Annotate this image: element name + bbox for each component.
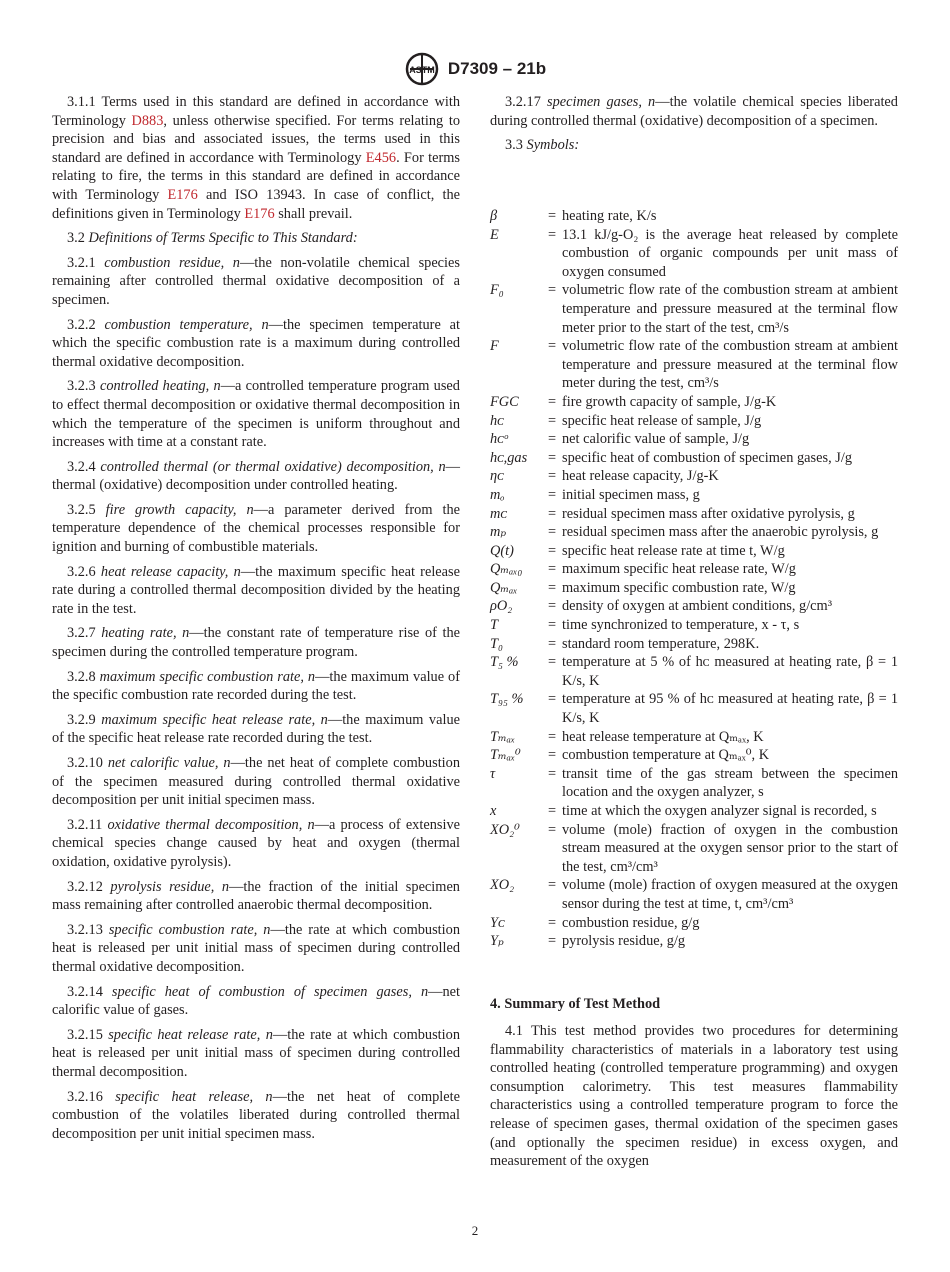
definition-term: net calorific value, n [107,755,231,771]
equals-sign: = [547,412,557,429]
symbol-row [490,635,898,654]
symbol: β [490,208,498,224]
definition-term: heating rate, n [101,625,190,642]
definition-term: controlled heating, n [99,378,221,395]
symbol-row [490,281,898,337]
section-4-title: 4. Summary of Test Method [490,996,661,1012]
symbol-row [490,914,898,933]
equals-sign: = [547,821,557,838]
symbol-definition: maximum specific heat release rate, W/g [562,561,796,578]
symbol-row [490,616,898,635]
left-paragraph: 3.2.10 net calorific value, n—the net heat of complete combustion of the specimen measured during controlled thermal oxidative decomposition per unit initial specimen mass. [52,755,461,809]
symbol-row [490,412,898,431]
right-paragraph: 3.3 Symbols: [505,137,580,154]
symbol-definition: volumetric flow rate of the combustion stream at ambient temperature and pressure measured at the terminal flow meter during the test, cm³/s [562,338,898,392]
equals-sign: = [547,486,557,503]
equals-sign: = [547,226,557,243]
symbol-definition: specific heat release rate at time t, W/g [562,542,785,559]
symbol-definition: 13.1 kJ/g-O₂ is the average heat released by complete combustion of organic compounds per unit mass of oxygen consumed [562,226,898,280]
symbol-row [490,449,898,468]
left-paragraph: 3.2.14 specific heat of combustion of specimen gases, n—net calorific value of gases. [52,983,460,1019]
symbol-definition: pyrolysis residue, g/g [562,933,686,950]
equals-sign: = [547,505,557,522]
reference-link[interactable]: E176 [244,205,275,222]
symbol-definition: transit time of the gas stream between the specimen location and the oxygen analyzer, s [562,765,898,801]
equals-sign: = [547,691,557,708]
symbol: hᴄᵒ [490,431,508,448]
symbol: ρO₂ [490,598,513,615]
definition-term: specific combustion rate, n [108,921,271,938]
symbol: XO₂ [490,877,515,894]
equals-sign: = [547,542,557,559]
symbol-definition: density of oxygen at ambient conditions, g/cm³ [562,598,833,615]
symbol-definition: fire growth capacity of sample, J/g-K [562,393,777,410]
symbol: Qₘₐₓ [490,579,518,596]
symbol: E [490,226,499,243]
symbol-row [490,932,898,951]
symbol-definition: maximum specific combustion rate, W/g [562,579,796,596]
left-paragraph: 3.2.6 heat release capacity, n—the maximum specific heat release rate during a controlled thermal decomposition divided by the heating rate in the test. [52,563,460,617]
symbol-row [490,207,898,226]
equals-sign: = [547,635,557,652]
left-paragraph: 3.2.8 maximum specific combustion rate, n—the maximum value of the specific combustion rate recorded during the test. [52,668,460,704]
left-paragraph: 3.2.15 specific heat release rate, n—the rate at which combustion heat is released per unit initial mass of specimen during controlled thermal decomposition. [52,1026,460,1080]
equals-sign: = [547,877,557,894]
left-paragraph: 3.2.11 oxidative thermal decomposition, n—a process of extensive chemical species change caused by heat and oxygen (thermal oxidation, oxidative pyrolysis). [52,816,460,870]
symbol: F [490,338,499,355]
left-paragraph: 3.2.12 pyrolysis residue, n—the fraction of the initial specimen mass remaining after controlled anaerobic thermal decomposition. [52,878,460,914]
symbol-definition: volumetric flow rate of the combustion stream at ambient temperature and pressure measured at the terminal flow meter prior to the start of the test, cm³/s [562,282,898,336]
reference-link[interactable]: D883 [131,112,164,129]
symbol-definition: temperature at 95 % of hᴄ measured at heating rate, β = 1 K/s, K [562,691,898,727]
symbol: Tₘₐₓ⁰ [490,747,521,764]
definition-term: specimen gases, n [546,94,656,110]
symbol: ηᴄ [490,468,504,485]
page-header [0,52,950,86]
symbol-definition: combustion residue, g/g [562,914,700,931]
reference-link[interactable]: E456 [365,149,397,166]
symbol-row [490,542,898,561]
symbol-definition: specific heat release of sample, J/g [562,412,762,429]
symbol-row [490,226,898,282]
left-paragraph: 3.2.5 fire growth capacity, n—a parameter derived from the temperature dependence of the chemical processes responsible for ignition and burning of combustible materials. [52,501,460,556]
left-paragraph: 3.2.13 specific combustion rate, n—the rate at which combustion heat is released per unit initial mass of specimen during controlled thermal oxidative decomposition. [52,921,460,975]
definition-term: oxidative thermal decomposition, n [107,816,315,833]
left-paragraph: 3.2.4 controlled thermal (or thermal oxidative) decomposition, n—thermal (oxidative) decomposition under controlled heating. [52,458,460,494]
subsection-heading: Definitions of Terms Specific to This Standard: [88,230,358,247]
symbol-row [490,876,898,913]
left-paragraph: 3.2.16 specific heat release, n—the net heat of complete combustion of the volatiles liberated during controlled thermal decomposition per unit initial specimen mass. [52,1088,460,1142]
equals-sign: = [547,449,557,466]
logo-text: ASTM [409,65,435,75]
definition-term: maximum specific heat release rate, n [101,711,328,728]
symbol-row [490,393,898,412]
symbol-row [490,560,898,579]
equals-sign: = [547,728,557,745]
symbol: FGC [490,393,519,410]
definition-term: controlled thermal (or thermal oxidative) decomposition, n [100,458,446,475]
symbol-definition: heat release capacity, J/g-K [562,468,719,485]
symbol: T₅ % [490,654,519,671]
symbol-row [490,597,898,616]
symbol-definition: specific heat of combustion of specimen gases, J/g [562,449,852,466]
definition-term: fire growth capacity, n [105,501,254,518]
section-4-paragraph: 4.1 This test method provides two procedures for determining flammability characteristics of materials in a laboratory test using controlled heating (controlled temperature programming) and oxygen consumption calorimetry. This test measures flammability characteristics using a controlled temperature program to force the release of specimen gases, thermal oxidation of the specimen gases (and optionally the specimen residue) in excess oxygen, and measurement of the oxygen [490,1023,898,1170]
equals-sign: = [547,338,557,355]
symbol-row [490,821,898,877]
symbol: Q(t) [490,542,514,559]
equals-sign: = [547,561,557,578]
symbol: T [490,617,498,634]
symbol: Yᴄ [490,914,505,931]
equals-sign: = [547,914,557,931]
symbol-row [490,802,898,821]
definition-term: pyrolysis residue, n [110,878,230,895]
left-paragraph: 3.2.7 heating rate, n—the constant rate of temperature rise of the specimen during the controlled temperature program. [52,625,460,661]
definition-term: specific heat of combustion of specimen gases, n [111,983,429,1000]
symbol-row [490,653,898,690]
equals-sign: = [547,468,557,485]
symbol-definition: volume (mole) fraction of oxygen measured at the oxygen sensor during the test at time, t, cm³/cm³ [562,877,898,912]
symbol-row [490,765,898,802]
definition-term: specific heat release, n [115,1088,273,1105]
left-column [52,93,460,1149]
symbol-row [490,337,898,393]
left-paragraph: 3.2.9 maximum specific heat release rate, n—the maximum value of the specific heat release rate recorded during the test. [52,711,460,747]
symbol: Yₚ [490,933,504,950]
equals-sign: = [547,524,557,541]
symbol-row [490,690,898,727]
subsection-heading: Symbols: [526,137,580,154]
left-paragraph: 3.1.1 Terms used in this standard are defined in accordance with Terminology D883, unless otherwise specified. For terms relating to precision and bias and associated issues, the terms used in this standard are defined in accordance with Terminology E456. For terms relating to fire, the terms in this standard are defined in accordance with Terminology E176 and ISO 13943. In case of conflict, the definitions given in Terminology E176 shall prevail. [52,94,460,222]
equals-sign: = [547,747,557,764]
symbol-definition: combustion temperature at Qₘₐₓ⁰, K [562,747,770,764]
symbol-definition: standard room temperature, 298K. [562,635,760,652]
symbol-definition: heating rate, K/s [562,208,657,224]
equals-sign: = [547,282,557,299]
symbol: hᴄ,gas [490,449,528,466]
symbol-definition: time synchronized to temperature, x - τ, s [562,617,800,634]
equals-sign: = [547,933,557,950]
definition-term: maximum specific combustion rate, n [99,668,316,685]
symbol-row [490,486,898,505]
equals-sign: = [547,654,557,671]
symbols-table [490,207,898,951]
symbol: mᴄ [490,505,507,522]
symbol: hᴄ [490,412,504,429]
symbol-definition: volume (mole) fraction of oxygen in the combustion stream measured at the oxygen sensor prior to the start of the test, cm³/cm³ [562,821,898,875]
right-column-top [490,93,898,161]
equals-sign: = [547,431,557,448]
symbol: Qₘₐₓ₀ [490,561,523,578]
left-paragraph: 3.2.3 controlled heating, n—a controlled temperature program used to effect thermal decomposition or oxidative thermal decomposition in which the temperature of the specimen is uniform throughout and increases with time at a constant rate. [52,378,460,451]
symbol-definition: residual specimen mass after oxidative pyrolysis, g [562,505,855,522]
definition-term: combustion temperature, n [104,316,269,333]
symbol: F₀ [490,282,504,299]
equals-sign: = [547,617,557,634]
symbol: mₚ [490,524,507,541]
symbol: τ [490,765,496,782]
reference-link[interactable]: E176 [167,186,198,203]
equals-sign: = [547,393,557,410]
equals-sign: = [547,208,557,224]
left-paragraph: 3.2 Definitions of Terms Specific to This Standard: [67,230,358,247]
symbol: XO₂⁰ [490,821,520,838]
symbol: T₉₅ % [490,691,524,708]
symbol: T₀ [490,635,503,652]
right-paragraph: 3.2.17 specimen gases, n—the volatile chemical species liberated during controlled thermal (oxidative) decomposition of a specimen. [490,94,898,129]
definition-term: combustion residue, n [104,254,240,271]
symbol-row [490,505,898,524]
symbol-definition: heat release temperature at Qₘₐₓ, K [562,728,764,745]
symbol-row [490,430,898,449]
equals-sign: = [547,765,557,782]
left-paragraph: 3.2.2 combustion temperature, n—the specimen temperature at which the specific combustion rate is a maximum during controlled thermal oxidative decomposition. [52,316,460,370]
equals-sign: = [547,803,557,819]
definition-term: heat release capacity, n [100,563,241,580]
symbol-definition: temperature at 5 % of hᴄ measured at heating rate, β = 1 K/s, K [562,654,898,689]
left-paragraph: 3.2.1 combustion residue, n—the non-volatile chemical species remaining after controlled thermal oxidative decomposition of a specimen. [52,254,460,308]
symbol-row [490,467,898,486]
page-number: 2 [471,1223,479,1238]
symbol: mₒ [490,486,505,503]
symbol-definition: residual specimen mass after the anaerobic pyrolysis, g [562,524,879,541]
symbol: Tₘₐₓ [490,728,516,745]
symbol-definition: time at which the oxygen analyzer signal is recorded, s [562,803,877,819]
equals-sign: = [547,579,557,596]
symbol-definition: initial specimen mass, g [562,486,700,503]
symbol: x [490,803,497,819]
equals-sign: = [547,598,557,615]
astm-logo-icon [404,52,440,86]
symbol-definition: net calorific value of sample, J/g [562,431,750,448]
symbol-row [490,523,898,542]
definition-term: specific heat release rate, n [108,1026,273,1043]
symbol-row [490,579,898,598]
symbol-row [490,746,898,765]
symbol-row [490,728,898,747]
document-id: D7309 – 21b [447,59,547,78]
